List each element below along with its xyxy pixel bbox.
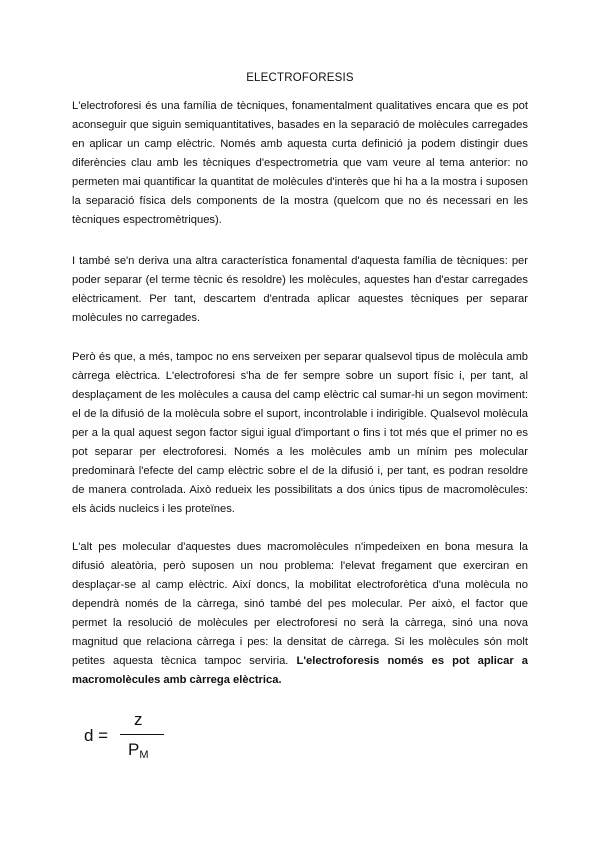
formula-numerator: z xyxy=(134,710,143,729)
paragraph-molecular-weight-text: L'alt pes molecular d'aquestes dues macromolècules n'impedeixen en bona mesura la difusió aleatòria, però suposen un nou problema: l'elevat fregament que exerciran en desplaçar-se al camp elèctric. Així doncs, la mobilitat electroforètica d'una molècula no dependrà només de la càrrega, sinó també del pes molecular. Per això, el factor que permet la resolució de molècules per electroforesi no serà la càrrega, sinó una nova magnitud que relaciona càrrega i pes: la densitat de càrrega. Si les molècules són molt petites aquesta tècnica tampoc serviria. xyxy=(72,541,528,667)
formula-fraction-bar xyxy=(120,734,164,735)
charge-density-formula xyxy=(84,710,204,770)
page-title: ELECTROFORESIS xyxy=(246,72,354,84)
paragraph-charge: I també se'n deriva una altra característica fonamental d'aquesta família de tècniques: per poder separar (el terme tècnic és resoldre) les molècules, aquestes han d'estar carregades elèctricament. Per tant, descartem d'entrada aplicar aquestes tècniques per separar molècules no carregades. xyxy=(72,255,528,324)
paragraph-molecular-weight xyxy=(72,538,528,690)
formula-denominator xyxy=(128,740,149,761)
formula-lhs: d = xyxy=(84,726,109,745)
paragraph-intro: L'electroforesi és una família de tècniques, fonamentalment qualitatives encara que es pot aconseguir que siguin semiquantitatives, basades en la separació de molècules carregades en aplicar un camp elèctric. Només amb aquesta curta definició ja podem distingir dues diferències clau amb les tècniques d'espectrometria que vam veure al tema anterior: no permeten mai quantificar la quantitat de molècules d'interès que hi ha a la mostra i suposen la separació física dels components de la mostra (quelcom que no és necessari en les tècniques espectromètriques). xyxy=(72,100,528,226)
paragraph-diffusion: Però és que, a més, tampoc no ens serveixen per separar qualsevol tipus de molècula amb càrrega elèctrica. L'electroforesi s'ha de fer sempre sobre un suport físic i, per tant, al desplaçament de les molècules a causa del camp elèctric cal sumar-hi un segon moviment: el de la difusió de la molècula sobre el suport, incontrolable i indirigible. Qualsevol molècula per a la qual aquest segon factor sigui igual d'important o fins i tot més que el primer no es pot separar per electroforesi. Només a les molècules amb un mínim pes molecular predominarà l'efecte del camp elèctric sobre el de la difusió i, per tant, es podran resoldre de manera controlada. Això redueix les possibilitats a dos únics tipus de macromolècules: els àcids nucleics i les proteïnes. xyxy=(72,351,528,515)
paragraph-conclusion-bold: L'electroforesis només es pot aplicar a macromolècules amb càrrega elèctrica. xyxy=(72,655,528,686)
formula-denominator-symbol: P xyxy=(128,740,140,759)
formula-denominator-subscript: M xyxy=(139,749,149,761)
